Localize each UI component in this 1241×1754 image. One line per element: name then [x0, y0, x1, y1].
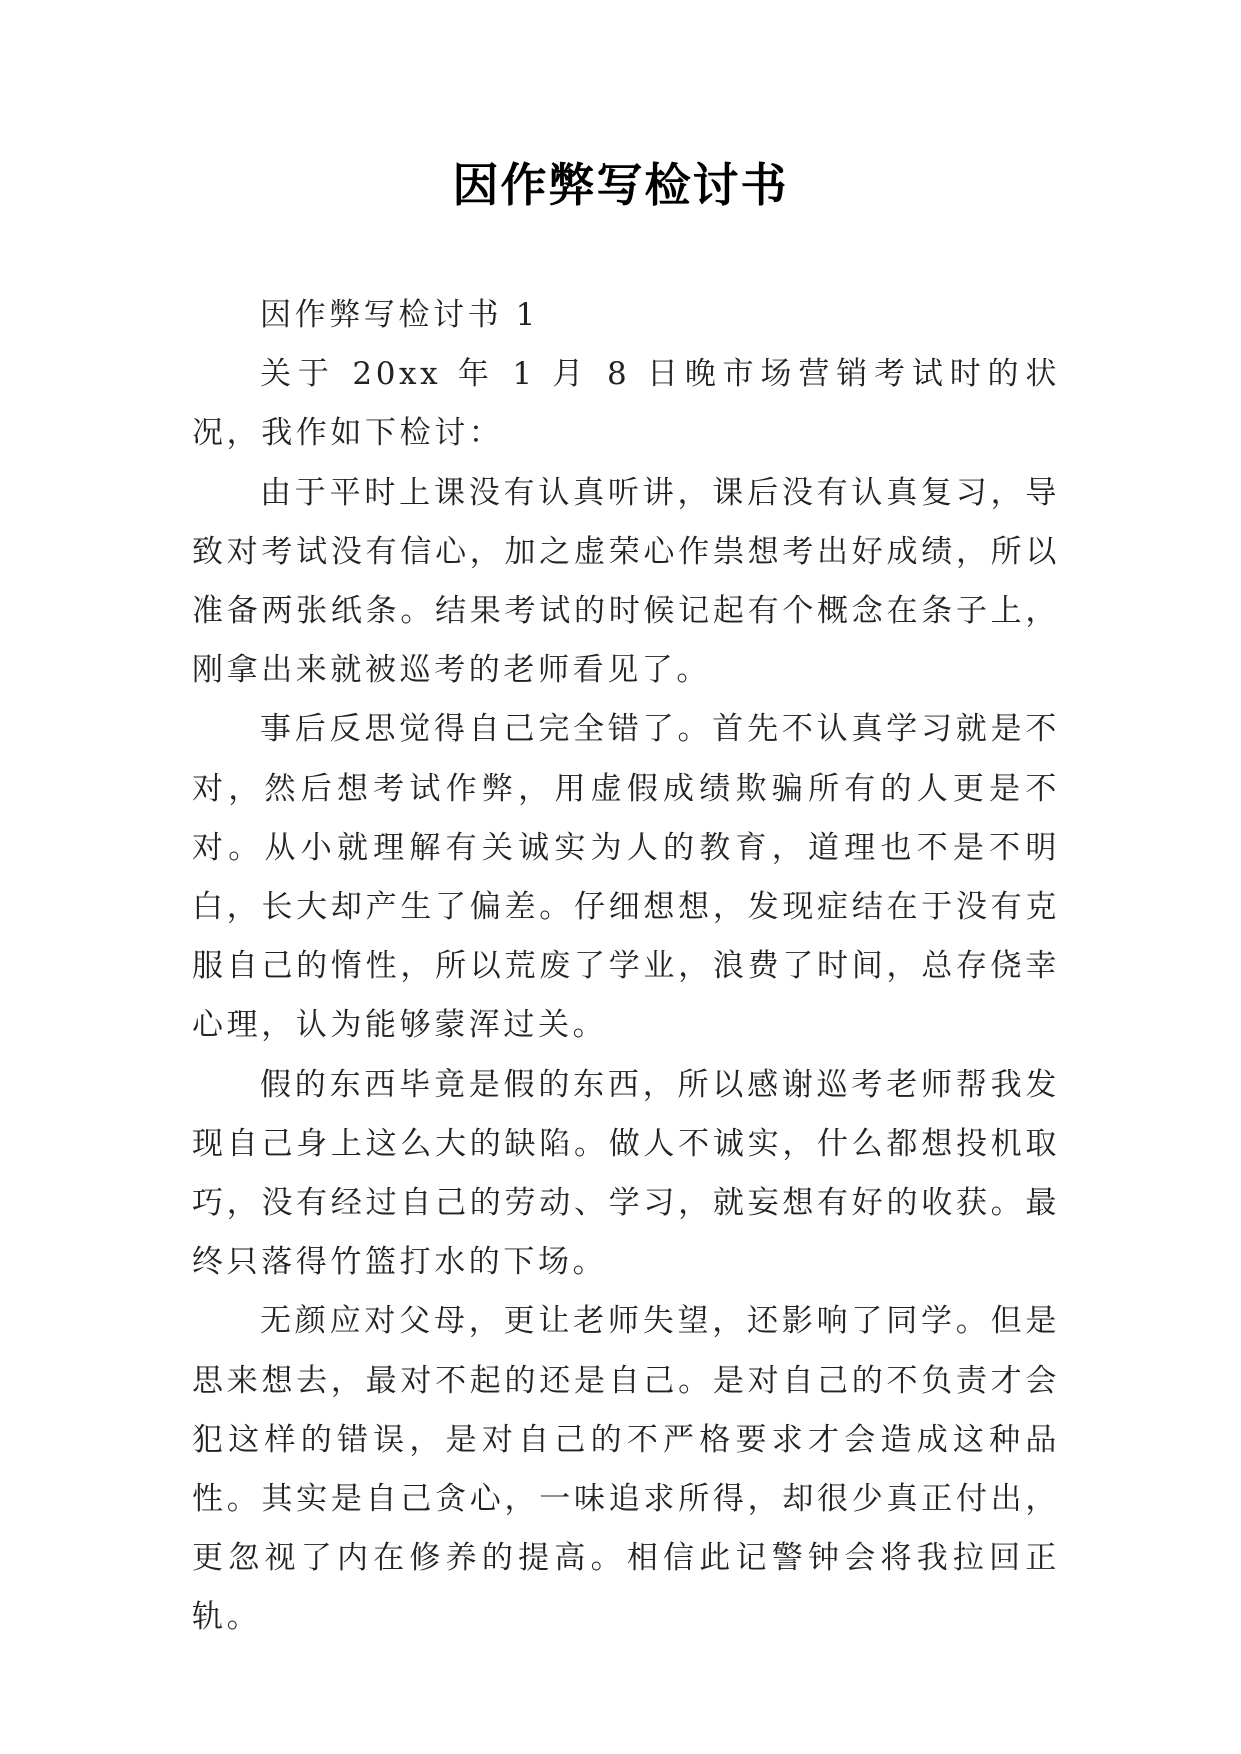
paragraph-conclusion: 无颜应对父母，更让老师失望，还影响了同学。但是思来想去，最对不起的还是自己。是对自己的不负责才会犯这样的错误，是对自己的不严格要求才会造成这种品性。其实是自己贪心，一味追求所得，却很少真正付出，更忽视了内在修养的提高。相信此记警钟会将我拉回正轨。: [192, 1303, 1060, 1636]
section-heading: 因作弊写检讨书 1: [260, 297, 539, 333]
paragraph-cause: 由于平时上课没有认真听讲，课后没有认真复习，导致对考试没有信心，加之虚荣心作祟想考出好成绩，所以准备两张纸条。结果考试的时候记起有个概念在条子上，刚拿出来就被巡考的老师看见了。: [192, 474, 1060, 689]
document-title: 因作弊写检讨书: [452, 158, 789, 212]
paragraph-intro: 关于 20xx 年 1 月 8 日晚市场营销考试时的状况，我作如下检讨：: [192, 356, 1060, 452]
document-body: [192, 286, 1060, 1648]
paragraph-reflection: 事后反思觉得自己完全错了。首先不认真学习就是不对，然后想考试作弊，用虚假成绩欺骗所有的人更是不对。从小就理解有关诚实为人的教育，道理也不是不明白，长大却产生了偏差。仔细想想，发现症结在于没有克服自己的惰性，所以荒废了学业，浪费了时间，总存侥幸心理，认为能够蒙浑过关。: [192, 711, 1060, 1044]
paragraph-lesson: 假的东西毕竟是假的东西，所以感谢巡考老师帮我发现自己身上这么大的缺陷。做人不诚实，什么都想投机取巧，没有经过自己的劳动、学习，就妄想有好的收获。最终只落得竹篮打水的下场。: [192, 1066, 1060, 1281]
